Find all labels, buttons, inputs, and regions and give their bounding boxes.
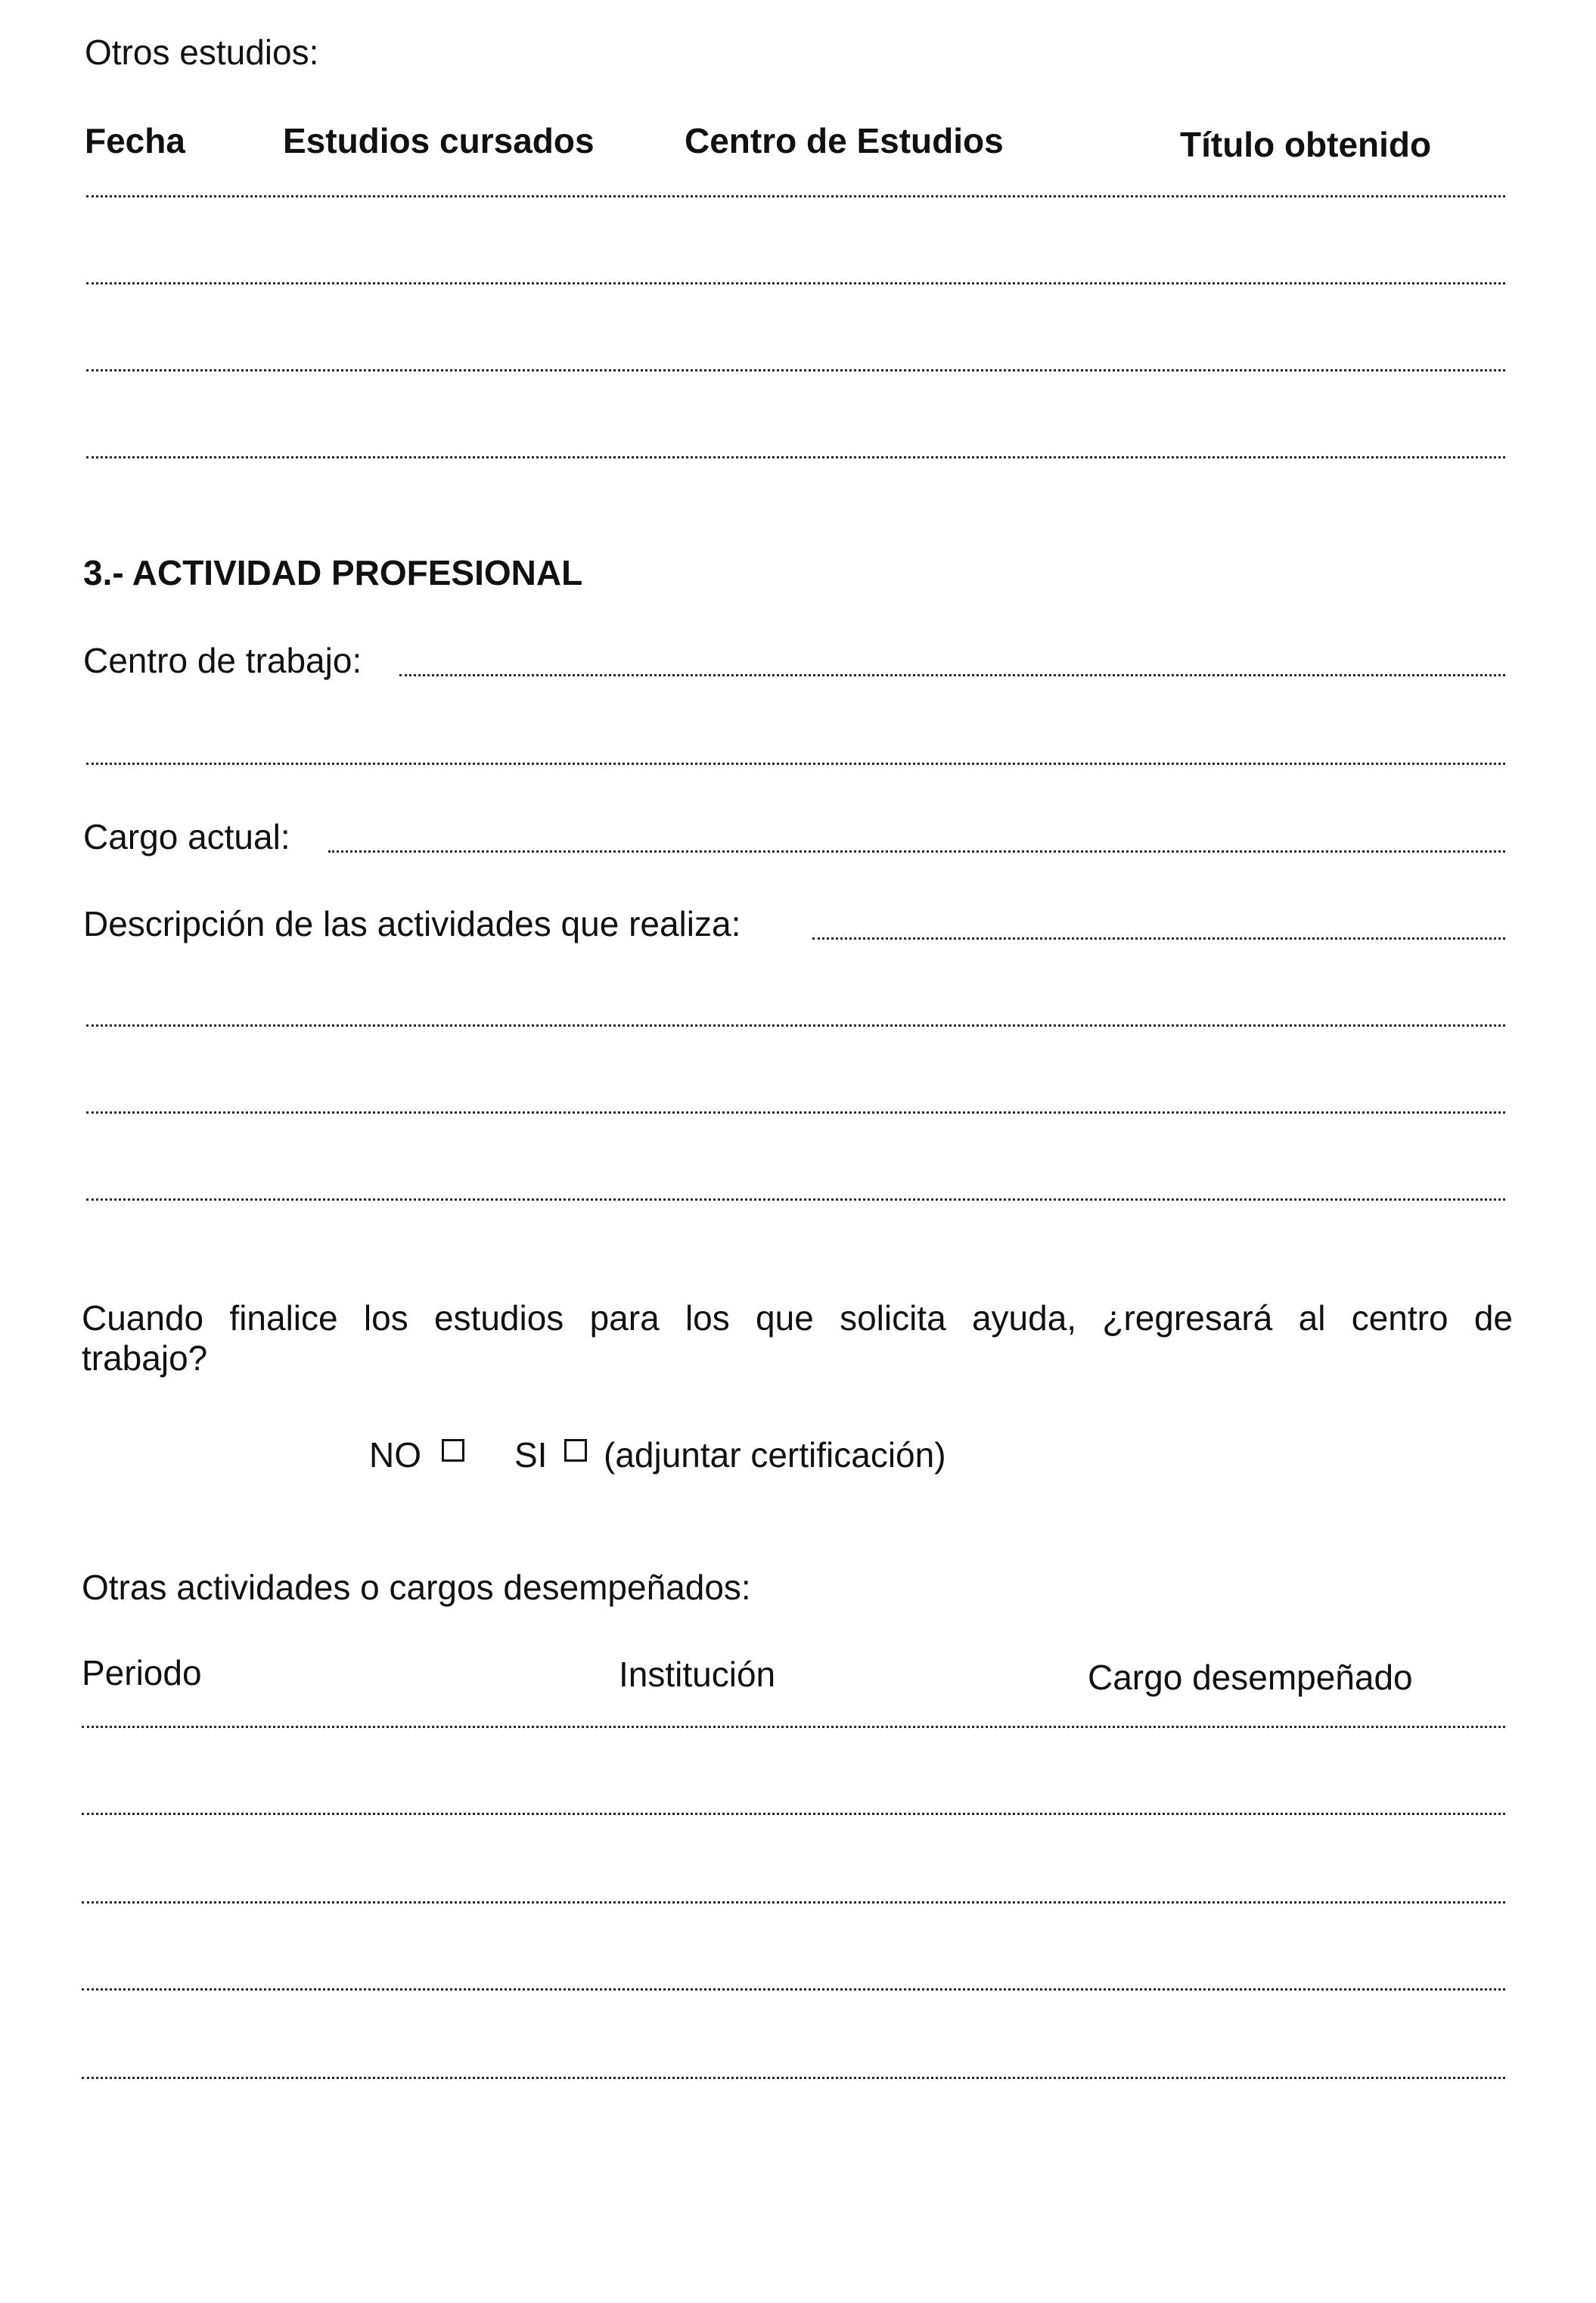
header-fecha: Fecha — [85, 121, 185, 160]
header-institucion: Institución — [619, 1655, 776, 1694]
otros-estudios-line-2[interactable] — [86, 282, 1505, 284]
descripcion-label: Descripción de las actividades que realiza: — [83, 904, 741, 943]
otras-actividades-label: Otras actividades o cargos desempeñados: — [82, 1568, 751, 1607]
centro-de-trabajo-field-2[interactable] — [86, 763, 1505, 765]
otras-actividades-line-5[interactable] — [82, 2077, 1505, 2079]
cargo-actual-label: Cargo actual: — [83, 817, 290, 856]
centro-de-trabajo-field[interactable] — [399, 674, 1505, 676]
otros-estudios-line-3[interactable] — [86, 369, 1505, 371]
header-estudios-cursados: Estudios cursados — [283, 121, 595, 160]
adjuntar-certificacion-note: (adjuntar certificación) — [604, 1435, 946, 1475]
otros-estudios-label: Otros estudios: — [85, 33, 319, 72]
otras-actividades-line-3[interactable] — [82, 1901, 1505, 1904]
si-label: SI — [514, 1435, 548, 1475]
header-centro-de-estudios: Centro de Estudios — [685, 121, 1004, 160]
otras-actividades-line-2[interactable] — [82, 1813, 1505, 1815]
descripcion-field-2[interactable] — [86, 1024, 1505, 1027]
cargo-actual-field[interactable] — [328, 850, 1505, 853]
si-checkbox[interactable] — [564, 1439, 587, 1462]
regreso-pregunta-line-1: Cuando finalice los estudios para los que solicita ayuda, ¿regresará al centro de — [82, 1298, 1513, 1338]
otros-estudios-line-4[interactable] — [86, 456, 1505, 458]
regreso-pregunta-line-2: trabajo? — [82, 1338, 208, 1378]
descripcion-field-4[interactable] — [86, 1198, 1505, 1201]
section-title-actividad-profesional: 3.- ACTIVIDAD PROFESIONAL — [83, 553, 583, 592]
header-periodo: Periodo — [82, 1653, 202, 1692]
no-checkbox[interactable] — [442, 1439, 464, 1462]
header-titulo-obtenido: Título obtenido — [1180, 125, 1432, 164]
header-cargo-desempenado: Cargo desempeñado — [1088, 1658, 1413, 1697]
otras-actividades-line-4[interactable] — [82, 1988, 1505, 1991]
descripcion-field-3[interactable] — [86, 1111, 1505, 1114]
no-label: NO — [369, 1435, 421, 1475]
descripcion-field[interactable] — [812, 937, 1505, 940]
otros-estudios-line-1[interactable] — [86, 195, 1505, 197]
otras-actividades-line-1[interactable] — [82, 1726, 1505, 1728]
centro-de-trabajo-label: Centro de trabajo: — [83, 641, 362, 680]
